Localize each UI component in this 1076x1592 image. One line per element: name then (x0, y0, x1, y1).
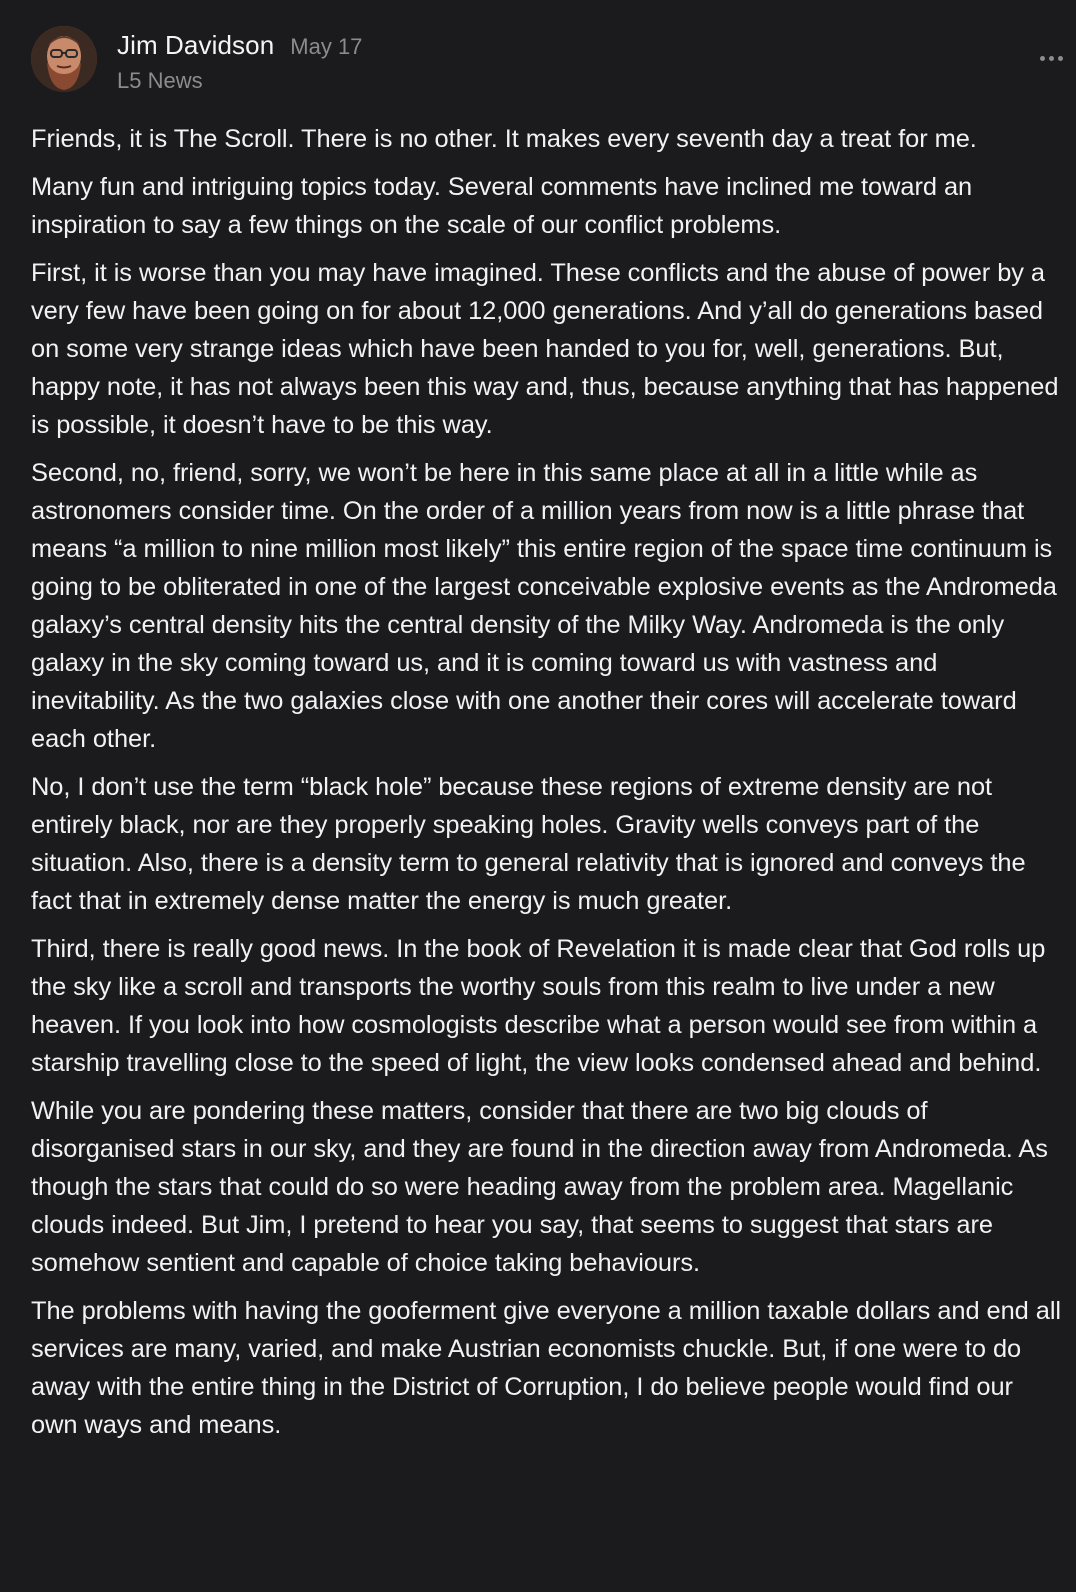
comment-paragraph: Many fun and intriguing topics today. Several comments have inclined me toward an inspiration to say a few things on the scale of our conflict problems. (31, 173, 973, 239)
comment-body (31, 120, 1061, 1454)
avatar-portrait-icon (31, 26, 97, 92)
more-dot (1040, 56, 1045, 61)
comment-paragraph: No, I don’t use the term “black hole” because these regions of extreme density are not entirely black, nor are they properly speaking holes. Gravity wells conveys part of the situation. Also, there is a density term to general relativity that is ignored and conveys the fact that in extremely dense matter the energy is much greater. (31, 773, 1026, 915)
comment-paragraph: Friends, it is The Scroll. There is no other. It makes every seventh day a treat for me. (31, 125, 977, 153)
comment-header (31, 24, 1061, 94)
comment-paragraph: The problems with having the gooferment give everyone a million taxable dollars and end all services are many, varied, and make Austrian economists chuckle. But, if one were to do away with the entire thing in the District of Corruption, I do believe people would find our own ways and means. (31, 1297, 1062, 1439)
post-date[interactable]: May 17 (290, 34, 363, 59)
comment-paragraph: Second, no, friend, sorry, we won’t be here in this same place at all in a little while as astronomers consider time. On the order of a million years from now is a little phrase that means “a million to nine million most likely” this entire region of the space time continuum is going to be obliterated in one of the largest conceivable explosive events as the Andromeda galaxy’s central density hits the central density of the Milky Way. Andromeda is the only galaxy in the sky coming toward us, and it is coming toward us with vastness and inevitability. As the two galaxies close with one another their cores will accelerate toward each other. (31, 459, 1057, 753)
author-line (117, 30, 362, 61)
comment-paragraph: First, it is worse than you may have imagined. These conflicts and the abuse of power by a very few have been going on for about 12,000 generations. And y’all do generations based on some very strange ideas which have been handed to you for, well, generations. But, happy note, it has not always been this way and, thus, because anything that has happened is possible, it doesn’t have to be this way. (31, 259, 1059, 439)
comment-paragraph: Third, there is really good news. In the book of Revelation it is made clear that God rolls up the sky like a scroll and transports the worthy souls from this realm to live under a new heaven. If you look into how cosmologists describe what a person would see from within a starship travelling close to the speed of light, the view looks condensed ahead and behind. (31, 935, 1046, 1077)
more-options-icon[interactable] (1031, 48, 1071, 68)
more-dot (1049, 56, 1054, 61)
comment-paragraph: While you are pondering these matters, consider that there are two big clouds of disorganised stars in our sky, and they are found in the direction away from Andromeda. As though the stars that could do so were heading away from the problem area. Magellanic clouds indeed. But Jim, I pretend to hear you say, that seems to suggest that stars are somehow sentient and capable of choice taking behaviours. (31, 1097, 1048, 1277)
author-name[interactable]: Jim Davidson (117, 30, 275, 60)
more-dot (1058, 56, 1063, 61)
author-avatar[interactable] (31, 26, 97, 92)
publication-name[interactable]: L5 News (117, 68, 203, 93)
